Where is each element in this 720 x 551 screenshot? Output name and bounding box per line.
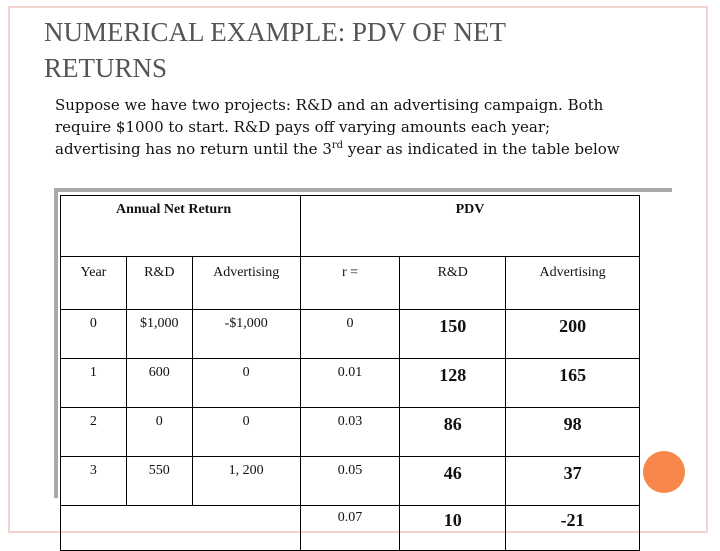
table-shadow-left [54,188,58,498]
table-row [61,359,640,408]
cell-rd: 600 [126,359,192,408]
cell-year: 1 [61,359,127,408]
cell-empty [61,506,301,551]
cell-rd: 550 [126,457,192,506]
cell-rate: 0.01 [300,359,400,408]
cell-advertising: 0 [192,408,300,457]
cell-pdv-advertising: 165 [506,359,640,408]
cell-pdv-rd: 86 [400,408,506,457]
intro-text-end: year as indicated in the table below [343,140,620,158]
cell-year: 2 [61,408,127,457]
decorative-circle [643,451,685,493]
cell-pdv-advertising: 98 [506,408,640,457]
col-year: Year [61,257,127,310]
intro-text: Suppose we have two projects: R&D and an advertising campaign. Both require $1000 to start. R&D pays off varying amounts each year; advertising has no return until the 3 [55,96,604,158]
col-pdv-rd: R&D [400,257,506,310]
cell-rate: 0.03 [300,408,400,457]
cell-rate: 0.07 [300,506,400,551]
table-row [61,310,640,359]
table-row [61,408,640,457]
cell-pdv-rd: 150 [400,310,506,359]
slide-title: NUMERICAL EXAMPLE: PDV OF NET RETURNS [44,17,506,83]
cell-pdv-advertising: 37 [506,457,640,506]
group-header-row [61,196,640,257]
cell-rd: $1,000 [126,310,192,359]
table-row [61,506,640,551]
col-pdv-advertising: Advertising [506,257,640,310]
cell-year: 0 [61,310,127,359]
table-row [61,457,640,506]
col-advertising: Advertising [192,257,300,310]
cell-advertising: -$1,000 [192,310,300,359]
pdv-header: PDV [300,196,639,257]
cell-pdv-advertising: -21 [506,506,640,551]
column-header-row [61,257,640,310]
cell-advertising: 0 [192,359,300,408]
cell-pdv-rd: 46 [400,457,506,506]
cell-rate: 0 [300,310,400,359]
intro-paragraph [55,94,635,160]
cell-pdv-advertising: 200 [506,310,640,359]
intro-superscript: rd [331,140,344,151]
col-rd: R&D [126,257,192,310]
cell-pdv-rd: 128 [400,359,506,408]
col-rate: r = [300,257,400,310]
table-shadow-top [54,188,672,192]
cell-advertising: 1, 200 [192,457,300,506]
returns-table [60,195,640,551]
annual-net-return-header: Annual Net Return [61,196,301,257]
cell-rd: 0 [126,408,192,457]
cell-rate: 0.05 [300,457,400,506]
cell-pdv-rd: 10 [400,506,506,551]
cell-year: 3 [61,457,127,506]
